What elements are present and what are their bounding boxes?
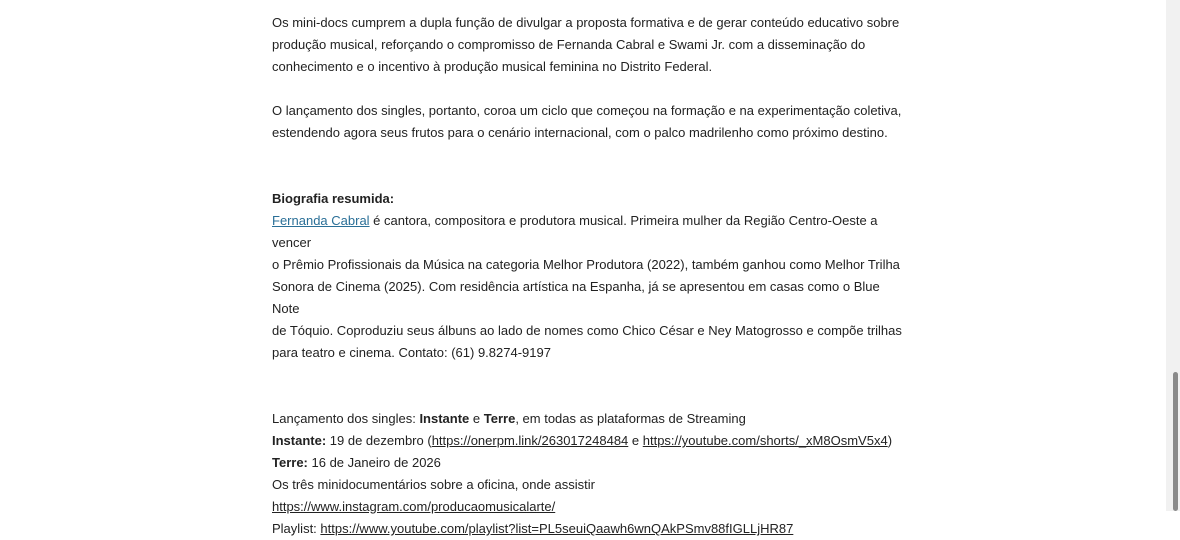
spacer [272,78,902,100]
text-line: o Prêmio Profissionais da Música na categoria Melhor Produtora (2022), também ganhou como Melhor Trilha [272,257,900,272]
onerpm-link[interactable]: https://onerpm.link/263017248484 [431,433,629,448]
biography-section [272,188,902,364]
spacer [272,364,902,408]
release-suffix: , em todas as plataformas de Streaming [515,411,746,426]
terre-date: 16 de Janeiro de 2026 [307,455,441,470]
paragraph-singles [272,100,902,144]
text-line: Os mini-docs cumprem a dupla função de divulgar a proposta formativa e de gerar conteúdo educativo sobre [272,15,900,30]
paragraph-mini-docs [272,12,902,78]
conjunction: e [628,433,643,448]
vertical-scrollbar[interactable] [1166,0,1180,511]
release-prefix: Lançamento dos singles: [272,411,420,426]
scrollbar-thumb[interactable] [1173,372,1178,511]
terre-label: Terre: [272,455,308,470]
youtube-shorts-link[interactable]: https://youtube.com/shorts/_xM8OsmV5x4 [642,433,888,448]
text-line: é cantora, compositora e produtora musical. Primeira mulher da Região Centro-Oeste a vencer [272,213,878,250]
instagram-link[interactable]: https://www.instagram.com/producaomusicalarte/ [272,499,556,514]
fernanda-cabral-link[interactable]: Fernanda Cabral [272,213,370,228]
release-section [272,408,902,540]
spacer [272,144,902,188]
single-name-instante: Instante [419,411,470,426]
biography-heading: Biografia resumida: [272,191,395,206]
instante-date: 19 de dezembro ( [326,433,432,448]
playlist-label: Playlist: [272,521,321,536]
conjunction: e [469,411,484,426]
close-paren: ) [887,433,893,448]
text-line: Sonora de Cinema (2025). Com residência artística na Espanha, já se apresentou em casas como o Blue Note [272,279,880,316]
text-line: O lançamento dos singles, portanto, coroa um ciclo que começou na formação e na experimentação coletiva, [272,103,902,118]
text-line: produção musical, reforçando o compromisso de Fernanda Cabral e Swami Jr. com a disseminação do [272,37,866,52]
instante-label: Instante: [272,433,327,448]
text-line: conhecimento e o incentivo à produção musical feminina no Distrito Federal. [272,59,713,74]
article-body [272,12,902,540]
text-line: estendendo agora seus frutos para o cenário internacional, com o palco madrilenho como próximo destino. [272,125,888,140]
text-line: para teatro e cinema. Contato: (61) 9.8274-9197 [272,345,551,360]
text-line: de Tóquio. Coproduziu seus álbuns ao lado de nomes como Chico César e Ney Matogrosso e compõe trilhas [272,323,902,338]
youtube-playlist-link[interactable]: https://www.youtube.com/playlist?list=PL5seuiQaawh6wnQAkPSmv88fIGLLjHR87 [320,521,794,536]
minidocs-text: Os três minidocumentários sobre a oficina, onde assistir [272,477,595,492]
single-name-terre: Terre [483,411,516,426]
